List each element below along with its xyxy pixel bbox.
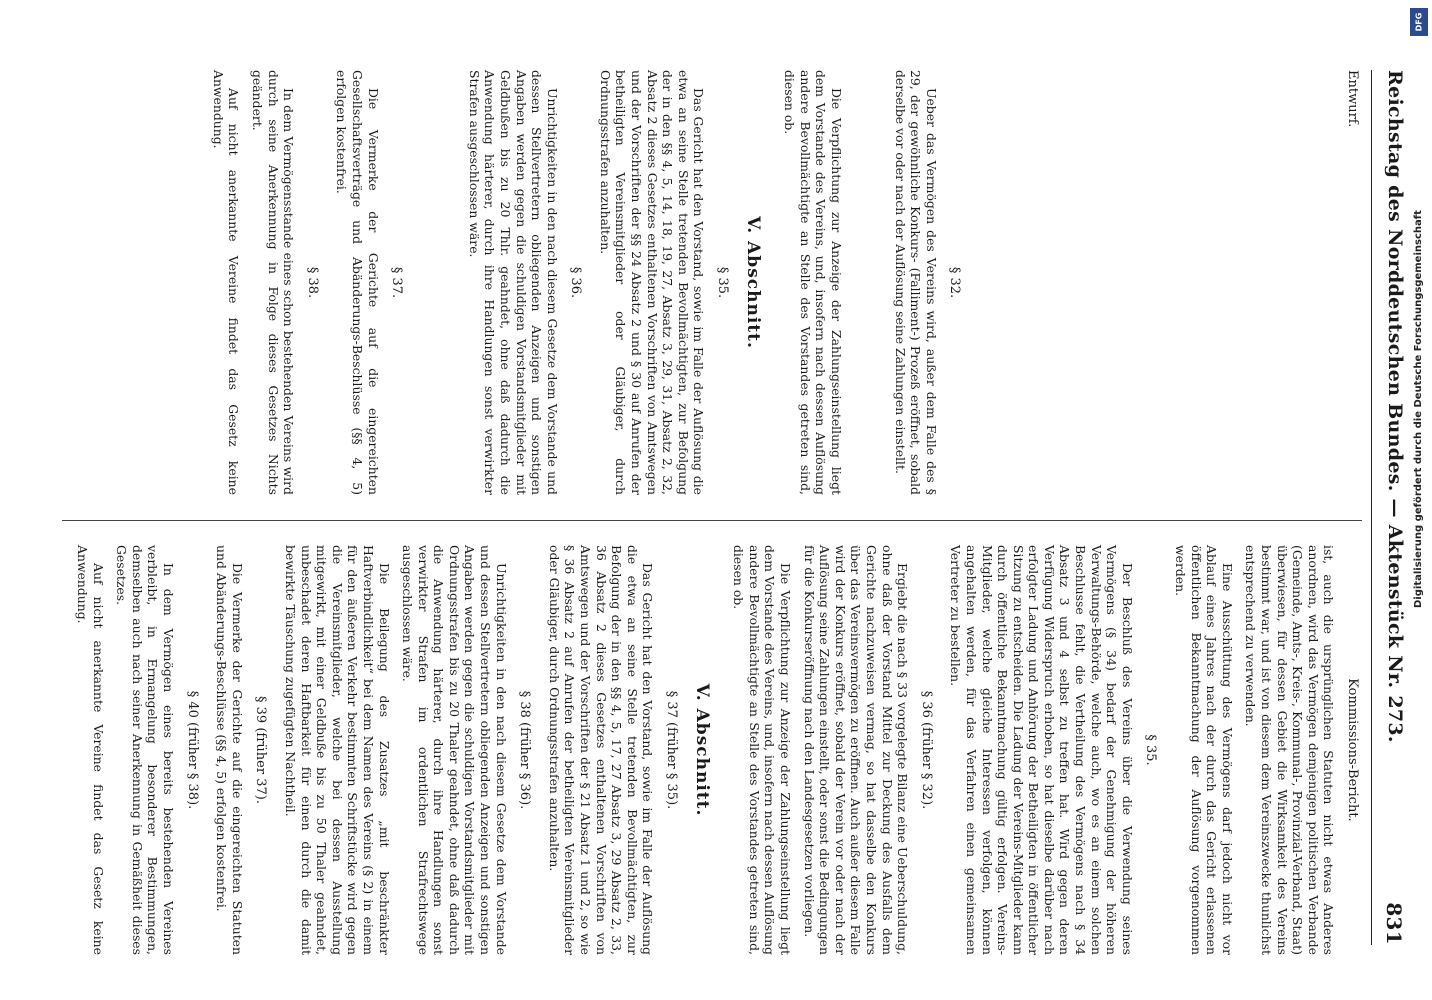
report-section-37-heading: § 37 (früher § 35). bbox=[664, 690, 680, 810]
draft-section-36-text: Unrichtigkeiten in den nach diesem Gesetze dem Vorstande und dessen Stellvertretern obliegenden Anzeigen und sonstigen Angaben werden gegen die schuldigen Vorstandsmitglieder mit Geldbußen bis zu 20 Thlr. geahndet, ohne daß dadurch die Anwendung härterer, durch ihre Handlungen sonst verwirkter Strafen ausgeschlossen wäre. bbox=[466, 70, 560, 495]
draft-section-37-heading: § 37. bbox=[389, 266, 405, 299]
report-section-38-text-1: Unrichtigkeiten in den nach diesem Gesetze dem Vorstande und dessen Stellvertretern obliegenden Anzeigen und sonstigen Angaben werden gegen die schuldigen Vorstandsmitglieder mit Ordnungsstrafen bis zu 20 Thaler geahndet, ohne daß dadurch die Anwendung härterer, durch ihre Handlungen sonst verwirkter Strafen im ordentlichen Strafrechtswege ausgeschlossen wäre. bbox=[400, 545, 509, 955]
report-section-39-text: Die Vermerke der Gerichte auf die eingereichten Statuten und Abänderungs-Beschlüsse (§§ 4, 5) erfolgen kostenfrei. bbox=[214, 545, 245, 955]
column-gap bbox=[976, 70, 1336, 495]
page-number: 831 bbox=[1382, 902, 1406, 945]
draft-section-32-text-2: Die Verpflichtung zur Anzeige der Zahlungseinstellung liegt dem Vorstande des Vereins, und, insofern nach dessen Auflösung andere Bevollmächtigte an Stelle des Vorstandes getreten sind, diesen ob. bbox=[782, 70, 845, 495]
draft-section-35-text: Das Gericht hat den Vorstand, sowie im Falle der Auflösung die etwa an seine Stelle tretenden Bevollmächtigten, zur Befolgung der in den §§ 4, 5, 14, 18, 19, 27, Absatz 3, 29, 31, Absatz 2, 32, Absatz 2 dieses Gesetzes enthaltenen Vorschriften von Amtswegen und der Vorschriften der §§ 24 Absatz 2 und § 30 auf Anrufen der betheiligten Vereinsmitglieder oder Gläubiger, durch Ordnungsstrafen anzuhalten. bbox=[597, 70, 707, 495]
report-section-37-text: Das Gericht hat den Vorstand, sowie im Falle der Auflösung die etwa an seine Stelle tretenden Bevollmächtigten, zur Befolgung der in den §§ 4, 5, 17, 27 Absatz 3, 29 Absatz 2, 33, 36 Absatz 2 dieses Gesetzes enthaltenen Vorschriften von Amtswegen und der Vorschriften der § 21 Absatz 1 und 2, so wie § 36 Absatz 2 auf Anrufen der betheiligten Vereinsmitglieder oder Gläubiger, durch Ordnungsstrafen anzuhalten. bbox=[546, 545, 656, 955]
report-section-38-text-2: Die Beilegung des Zusatzes „mit beschränkter Haftverbindlichkeit“ bei dem Namen des Vereins (§ 2) in einem für den äußeren Verkehr bestimmten Schriftstücke wird gegen die Vereinsmitglieder, welche bei dessen Ausstellung mitgewirkt, mit einer Geldbuße bis zu 50 Thaler geahndet, unbeschadet deren Haftbarkeit für einen durch die damit bewirkte Täuschung zugefügten Nachtheil. bbox=[282, 545, 392, 955]
report-section-36-text-2: Die Verpflichtung zur Anzeige der Zahlungseinstellung liegt dem Vorstande des Vereins, und, insofern nach dessen Auflösung andere Bevollmächtigte an Stelle des Vorstandes getreten sind, diesen ob. bbox=[731, 545, 793, 955]
draft-section-37-text: Die Vermerke der Gerichte auf die eingereichten Gesellschaftsverträge und Abänderungs-Beschlüsse (§§ 4, 5) erfolgen kostenfrei. bbox=[334, 70, 381, 495]
report-continued-text-2: Eine Ausschüttung des Vermögens darf jedoch nicht vor Ablauf eines Jahres nach der durch das Gericht erlassenen öffentlichen Bekanntmachung der Auflösung vorgenommen werden. bbox=[1173, 545, 1235, 955]
draft-part-v-heading: V. Abschnitt. bbox=[742, 216, 763, 349]
committee-report-label: Kommissions-Bericht. bbox=[1345, 678, 1360, 822]
draft-section-38-text-2: Auf nicht anerkannte Vereine findet das Gesetz keine Anwendung. bbox=[210, 70, 242, 495]
draft-section-38-heading: § 38. bbox=[304, 266, 320, 299]
column-divider bbox=[62, 520, 1362, 521]
dfg-note-text: Digitalisierung gefördert durch die Deutsche Forschungsgemeinschaft bbox=[1413, 210, 1424, 608]
paragraph-gap bbox=[844, 70, 884, 495]
report-section-40-text-1: In dem Vermögen eines bereits bestehenden Vereines verbleibt, in Ermangelung besonderer Bestimmungen, demselben auch nach seiner Anerkennung in Gemäßheit dieses Gesetzes. bbox=[114, 545, 176, 955]
report-section-39-heading: § 39 (früher 37). bbox=[253, 696, 269, 804]
dfg-logo bbox=[1410, 8, 1428, 36]
report-part-v-heading: V. Abschnitt. bbox=[691, 683, 712, 817]
draft-section-32-text-1: Ueber das Vermögen des Vereins wird, außer dem Falle des § 29, der gewöhnliche Konkurs- (Falliment-) Prozeß eröffnet, sobald derselbe vor oder nach der Auflösung seine Zahlungen einstellt. bbox=[892, 70, 939, 495]
draft-column-label: Entwurf. bbox=[1345, 70, 1360, 128]
report-section-35-heading: § 35. bbox=[1143, 734, 1159, 766]
paragraph-gap bbox=[418, 70, 458, 495]
dfg-funding-note bbox=[1408, 8, 1430, 992]
report-continued-text-1: ist, auch die ursprünglichen Statuten nicht etwas Anderes anordnen, wird das Vermögen demjenigen politischen Verbande (Gemeinde, Amts-, Kreis-, Kommunal-, Provinzial-Verband, Staat) überwiesen, für dessen Gebiet die Wirksamkeit des Vereins bestimmt war, und ist von diesem dem Vereinszwecke thunlichst entsprechend zu verwenden. bbox=[1243, 545, 1337, 955]
committee-report-column bbox=[66, 545, 1360, 955]
draft-section-36-heading: § 36. bbox=[568, 266, 584, 299]
draft-section-32-heading: § 32. bbox=[947, 266, 963, 299]
draft-column bbox=[202, 70, 1360, 495]
draft-section-38-text-1: In dem Vermögensstande eines schon bestehenden Vereins wird durch seine Anerkennung in Folge dieses Gesetzes Nichts geändert. bbox=[250, 70, 297, 495]
report-section-40-heading: § 40 (früher § 38). bbox=[184, 690, 200, 810]
report-section-36-text-1: Ergiebt die nach § 33 vorgelegte Bilanz eine Ueberschuldung, ohne daß der Vorstand Mittel zur Deckung des Ausfalls dem Gerichte nachzuweisen vermag, so hat dasselbe den Konkurs über das Vereinsvermögen zu eröffnen. Auch außer diesem Falle wird der Konkurs eröffnet, sobald der Verein vor oder nach der Auflösung seine Zahlungen einstellt, oder sonst die Bedingungen für die Konkurseröffnung nach den Landesgesetzen vorliegen. bbox=[801, 545, 911, 955]
report-section-40-text-2: Auf nicht anerkannte Vereine findet das Gesetz keine Anwendung. bbox=[75, 545, 106, 955]
draft-section-35-heading: § 35. bbox=[715, 266, 731, 299]
report-section-38-heading: § 38 (früher § 36). bbox=[517, 690, 533, 810]
report-section-36-heading: § 36 (früher § 32). bbox=[918, 690, 934, 810]
dfg-logo-text: DFG bbox=[1414, 12, 1424, 32]
header-rule bbox=[1371, 70, 1372, 945]
report-section-35-text: Der Beschluß des Vereins über die Verwendung seines Vermögens (§ 34) bedarf der Genehmigung der höheren Verwaltungs-Behörde, welche auch, wo es an einem solchen Beschlusse fehlt, die Vertheilung des Vermögens nach § 34 Absatz 3 und 4 selbst zu treffen hat. Wird gegen deren Verfügung Widerspruch erhoben, so hat dieselbe darüber nach erfolgter Ladung und Anhörung der Betheiligten in öffentlicher Sitzung zu entscheiden. Die Ladung der Vereins-Mitglieder kann durch öffentliche Bekanntmachung gültig erfolgen. Vereins-Mitglieder, welche gleiche Interessen verfolgen, können angehalten werden, für das Verfahren einen gemeinsamen Vertreter zu bestellen. bbox=[948, 545, 1135, 955]
running-head-title: Reichstag des Norddeutschen Bundes. — Aktenstück Nr. 273. bbox=[1384, 70, 1406, 743]
